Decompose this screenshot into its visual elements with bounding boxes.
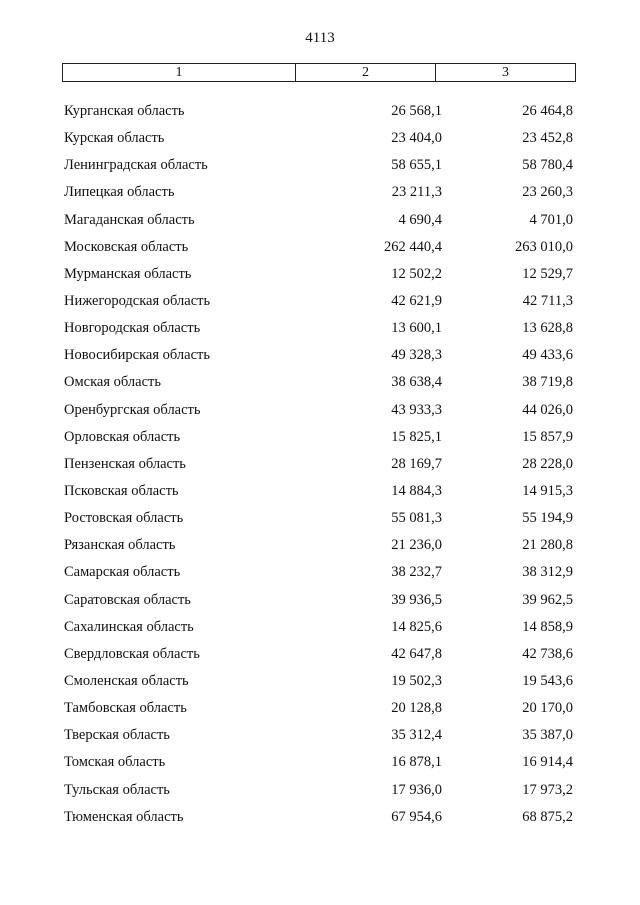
region-name: Московская область [64, 238, 189, 255]
value-col-3: 21 280,8 [522, 537, 573, 554]
region-name: Свердловская область [64, 645, 200, 662]
region-name: Орловская область [64, 428, 181, 445]
table-row [0, 288, 640, 315]
value-col-2: 55 081,3 [391, 510, 442, 527]
value-col-2: 23 211,3 [391, 184, 442, 201]
value-col-2: 58 655,1 [391, 157, 442, 174]
region-name: Томская область [64, 754, 166, 771]
value-col-2: 16 878,1 [391, 754, 442, 771]
value-col-3: 38 312,9 [522, 564, 573, 581]
page-number: 4113 [305, 30, 335, 46]
table-row [0, 532, 640, 559]
value-col-3: 42 738,6 [522, 645, 573, 662]
table-row [0, 777, 640, 804]
value-col-2: 49 328,3 [391, 347, 442, 364]
value-col-2: 21 236,0 [391, 537, 442, 554]
region-name: Самарская область [64, 564, 181, 581]
table-row [0, 207, 640, 234]
region-name: Липецкая область [64, 184, 175, 201]
table-row [0, 234, 640, 261]
value-col-2: 4 690,4 [398, 211, 442, 228]
table-row [0, 695, 640, 722]
value-col-2: 20 128,8 [391, 700, 442, 717]
table-row [0, 722, 640, 749]
value-col-3: 44 026,0 [522, 401, 573, 418]
value-col-3: 17 973,2 [522, 781, 573, 798]
table-row [0, 451, 640, 478]
value-col-2: 42 647,8 [391, 645, 442, 662]
region-name: Мурманская область [64, 265, 192, 282]
value-col-2: 262 440,4 [384, 238, 442, 255]
header-col-3: 3 [502, 64, 509, 80]
value-col-3: 68 875,2 [522, 808, 573, 825]
value-col-2: 35 312,4 [391, 727, 442, 744]
value-col-3: 14 915,3 [522, 482, 573, 499]
value-col-3: 58 780,4 [522, 157, 573, 174]
table-row [0, 478, 640, 505]
table-row [0, 261, 640, 288]
region-name: Новгородская область [64, 320, 201, 337]
region-name: Ленинградская область [64, 157, 208, 174]
table-row [0, 369, 640, 396]
table-row [0, 559, 640, 586]
value-col-3: 15 857,9 [522, 428, 573, 445]
region-name: Сахалинская область [64, 618, 194, 635]
value-col-2: 67 954,6 [391, 808, 442, 825]
value-col-2: 15 825,1 [391, 428, 442, 445]
value-col-2: 19 502,3 [391, 672, 442, 689]
table-row [0, 397, 640, 424]
region-name: Псковская область [64, 482, 179, 499]
value-col-3: 20 170,0 [522, 700, 573, 717]
value-col-3: 23 452,8 [522, 130, 573, 147]
header-col-2: 2 [296, 64, 436, 81]
region-name: Тамбовская область [64, 700, 187, 717]
table-row [0, 315, 640, 342]
value-col-3: 55 194,9 [522, 510, 573, 527]
table-row [0, 98, 640, 125]
region-name: Нижегородская область [64, 292, 211, 309]
value-col-2: 38 638,4 [391, 374, 442, 391]
value-col-3: 13 628,8 [522, 320, 573, 337]
region-name: Новосибирская область [64, 347, 210, 364]
value-col-3: 38 719,8 [522, 374, 573, 391]
table-row [0, 641, 640, 668]
header-col-1: 1 [63, 64, 296, 81]
value-col-3: 4 701,0 [529, 211, 573, 228]
table-row [0, 505, 640, 532]
table-row [0, 125, 640, 152]
value-col-2: 23 404,0 [391, 130, 442, 147]
value-col-3: 35 387,0 [522, 727, 573, 744]
value-col-3: 26 464,8 [522, 103, 573, 119]
value-col-3: 16 914,4 [522, 754, 573, 771]
value-col-3: 23 260,3 [522, 184, 573, 201]
region-name: Тульская область [64, 781, 170, 798]
table-row [0, 614, 640, 641]
value-col-2: 17 936,0 [391, 781, 442, 798]
value-col-2: 38 232,7 [391, 564, 442, 581]
table-row [0, 152, 640, 179]
table-row [0, 179, 640, 206]
value-col-2: 43 933,3 [391, 401, 442, 418]
region-name: Оренбургская область [64, 401, 201, 418]
region-name: Пензенская область [64, 455, 186, 472]
value-col-2: 28 169,7 [391, 455, 442, 472]
value-col-3: 19 543,6 [522, 672, 573, 689]
value-col-2: 12 502,2 [391, 265, 442, 282]
value-col-3: 49 433,6 [522, 347, 573, 364]
table-header [62, 63, 576, 82]
value-col-3: 263 010,0 [515, 238, 573, 255]
value-col-3: 42 711,3 [522, 292, 573, 309]
table-row [0, 342, 640, 369]
region-name: Ростовская область [64, 510, 184, 527]
table-row [0, 587, 640, 614]
region-name: Тюменская область [64, 808, 184, 825]
region-name: Омская область [64, 374, 161, 391]
value-col-2: 14 884,3 [391, 482, 442, 499]
region-name: Смоленская область [64, 672, 189, 689]
table-row [0, 668, 640, 695]
value-col-2: 39 936,5 [391, 591, 442, 608]
value-col-2: 26 568,1 [391, 103, 442, 119]
value-col-3: 39 962,5 [522, 591, 573, 608]
value-col-2: 42 621,9 [391, 292, 442, 309]
value-col-3: 12 529,7 [522, 265, 573, 282]
table-row [0, 804, 640, 831]
region-name: Курганская область [64, 103, 185, 119]
value-col-2: 13 600,1 [391, 320, 442, 337]
region-name: Курская область [64, 130, 165, 147]
table-row [0, 749, 640, 776]
value-col-2: 14 825,6 [391, 618, 442, 635]
region-name: Рязанская область [64, 537, 176, 554]
value-col-3: 28 228,0 [522, 455, 573, 472]
table-row [0, 424, 640, 451]
table-body [0, 98, 640, 831]
region-name: Магаданская область [64, 211, 195, 228]
value-col-3: 14 858,9 [522, 618, 573, 635]
region-name: Тверская область [64, 727, 170, 744]
region-name: Саратовская область [64, 591, 191, 608]
